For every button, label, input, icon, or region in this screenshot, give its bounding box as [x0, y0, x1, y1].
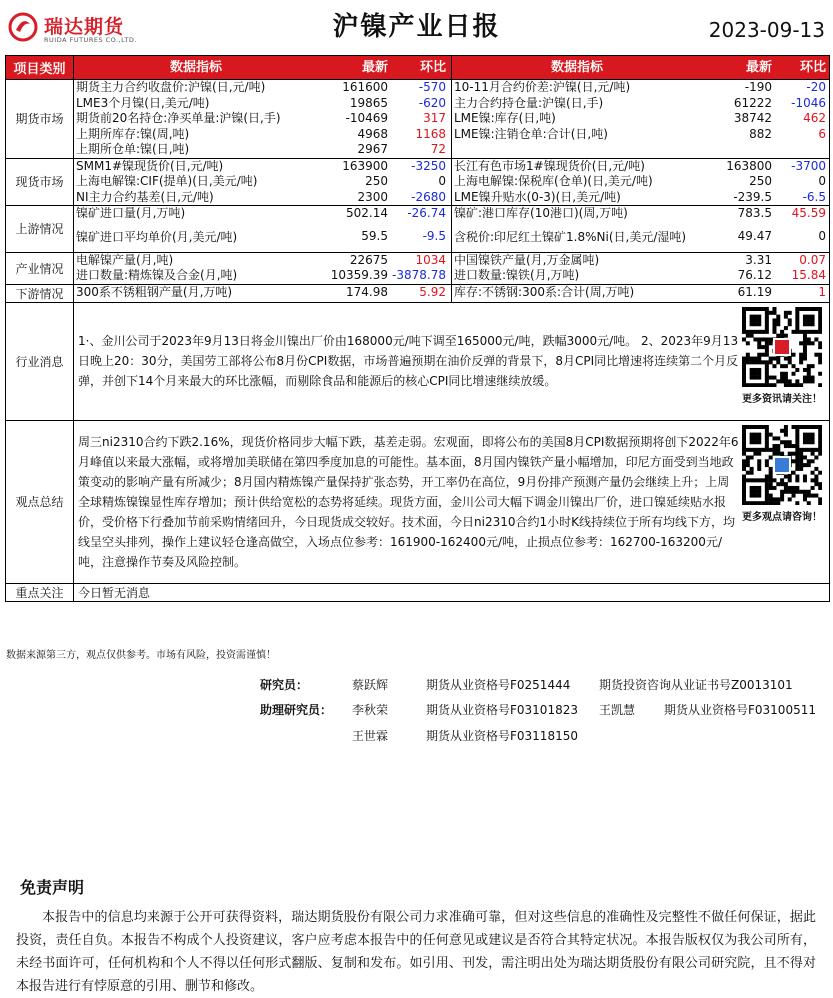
- indicator-value: 22675: [349, 252, 388, 267]
- section-right-group: [452, 158, 830, 206]
- indicator-value: 882: [749, 126, 772, 141]
- assistant-name: 王凯慧: [599, 703, 636, 717]
- section-row: [6, 206, 830, 253]
- table-row: [452, 268, 830, 284]
- section-right-group: [452, 206, 830, 253]
- daily-data-table: [5, 55, 830, 602]
- view-qr: [739, 425, 825, 523]
- disclaimer-text: 本报告中的信息均来源于公开可获得资料，瑞达期货股份有限公司力求准确可靠，但对这些信息的准确性及完整性不做任何保证，据此投资，责任自负。本报告不构成个人投资建议，客户应考虑本报告中的任何意见或建议是否符合其特定状况。本报告版权仅为我公司所有，未经书面许可，任何机构和个人不得以任何形式翻版、复制和发布。如引用、刊发，需注明出处为瑞达期货股份有限公司研究院，且不得对本报告进行有悖原意的引用、删节和修改。: [16, 910, 816, 994]
- table-row: [74, 268, 452, 284]
- indicator-change: 15.84: [791, 268, 826, 282]
- indicator-change: 1168: [415, 126, 446, 141]
- section-row: [6, 252, 830, 284]
- header-indicator: 数据指标: [169, 59, 222, 75]
- section-left-group: [74, 158, 452, 206]
- report-header: [0, 0, 833, 54]
- news-text: 1·、金川公司于2023年9月13日将金川镍出厂价由168000元/吨下调至165000元/吨，跌幅3000元/吨。 2、2023年9月13日晚上20：30分，美国劳工部将公布8月份CPI数据，市场普遍预期在油价反弹的背景下，8月CPI同比增速将连续第二个月反弹，并创下14个月来最大的环比涨幅，而剔除食品和能源后的核心CPI同比增速继续放缓。: [78, 334, 739, 388]
- logo-name-en: RUIDA FUTURES CO.,LTD.: [44, 36, 137, 44]
- indicator-change: 0: [818, 228, 826, 243]
- indicator-change: 462: [803, 111, 826, 125]
- report-date: 2023-09-13: [708, 18, 825, 42]
- indicator-name: 镍矿进口平均单价(月,美元/吨): [76, 229, 238, 244]
- indicator-value: 163800: [726, 158, 772, 173]
- news-row: [6, 302, 830, 420]
- table-row: [452, 111, 830, 127]
- logo-name-cn: 瑞达期货: [44, 16, 125, 38]
- table-row: [452, 80, 830, 96]
- indicator-name: LME镍:注销仓单:合计(日,吨): [454, 126, 608, 141]
- indicator-name: 300系不锈粗钢产量(月,万吨): [76, 284, 233, 299]
- header-category: 项目类别: [6, 56, 74, 80]
- indicator-name: 上海电解镍:保税库(仓单)(日,美元/吨): [454, 174, 653, 188]
- indicator-change: -20: [806, 80, 826, 94]
- focus-row: [6, 583, 830, 601]
- section-left-group: [74, 80, 452, 159]
- table-row: [74, 222, 452, 252]
- view-qr-caption: 更多观点请咨询！: [742, 511, 822, 523]
- table-row: [74, 80, 452, 96]
- indicator-change: 1034: [415, 252, 446, 267]
- assistant-cert: 期货从业资格号F03100511: [664, 703, 816, 717]
- header-latest-2: 最新: [745, 59, 772, 75]
- indicator-name: 镍矿进口量(月,万吨): [76, 206, 186, 220]
- indicator-change: 317: [423, 111, 446, 125]
- indicator-value: 163900: [342, 158, 388, 173]
- table-row: [74, 127, 452, 143]
- focus-text: 今日暂无消息: [74, 583, 830, 601]
- news-cell: [74, 302, 830, 420]
- table-row: [452, 206, 830, 222]
- indicator-value: 19865: [349, 95, 388, 110]
- indicator-value: 10359.39: [330, 268, 388, 282]
- researcher-name: 蔡跃辉: [352, 678, 389, 692]
- assistant-cert: 期货从业资格号F03101823: [426, 703, 578, 717]
- indicator-name: 电解镍产量(月,吨): [76, 252, 174, 267]
- indicator-change: -3250: [411, 158, 446, 173]
- section-row: [6, 158, 830, 206]
- indicator-name: 期货前20名持仓:净买单量:沪镍(日,手): [76, 111, 281, 125]
- indicator-name: SMM1#镍现货价(日,元/吨): [76, 158, 224, 173]
- indicator-name: 中国镍铁产量(月,万金属吨): [454, 252, 600, 267]
- indicator-value: 76.12: [737, 268, 772, 282]
- indicator-change: -1046: [791, 95, 826, 110]
- researcher-cert: 期货从业资格号F0251444: [426, 678, 571, 692]
- indicator-change: -6.5: [802, 189, 826, 204]
- assistant-label: 助理研究员：: [260, 703, 333, 717]
- section-category: 产业情况: [6, 252, 74, 284]
- indicator-name: 主力合约持仓量:沪镍(日,手): [454, 95, 604, 110]
- indicator-value: 783.5: [737, 206, 772, 220]
- indicator-value: 59.5: [361, 228, 388, 243]
- table-row: [74, 285, 452, 301]
- indicator-name: 镍矿:港口库存(10港口)(周,万吨): [454, 206, 628, 220]
- table-row: [452, 222, 830, 252]
- table-row: [74, 253, 452, 269]
- indicator-value: 174.98: [346, 284, 388, 299]
- news-qr-caption: 更多资讯请关注！: [742, 393, 822, 405]
- table-row: [74, 190, 452, 206]
- source-note: 数据来源第三方，观点仅供参考。市场有风险，投资需谨慎！: [6, 650, 276, 661]
- section-right-group: [452, 80, 830, 159]
- news-category: 行业消息: [6, 302, 74, 420]
- indicator-name: 10-11月合约价差:沪镍(日,元/吨): [454, 80, 631, 94]
- table-row: [452, 159, 830, 175]
- indicator-value: -190: [744, 80, 772, 94]
- indicator-name: LME镍升贴水(0-3)(日,美元/吨): [454, 189, 621, 204]
- focus-category: 重点关注: [6, 583, 74, 601]
- indicator-change: 0: [438, 174, 446, 188]
- indicator-change: 45.59: [791, 206, 826, 220]
- indicator-name: LME3个月镍(日,美元/吨): [76, 95, 210, 110]
- section-category: 上游情况: [6, 206, 74, 253]
- section-right-group: [452, 252, 830, 284]
- table-row: [74, 111, 452, 127]
- table-row: [74, 206, 452, 222]
- qr-code-icon: [742, 425, 822, 505]
- indicator-value: 502.14: [346, 206, 388, 220]
- header-change-2: 环比: [799, 59, 826, 75]
- table-row: [452, 96, 830, 112]
- indicator-value: 2300: [357, 189, 388, 204]
- indicator-change: -9.5: [422, 228, 446, 243]
- header-right-group: [452, 56, 830, 80]
- indicator-change: 6: [818, 126, 826, 141]
- indicator-value: 3.31: [745, 252, 772, 267]
- table-row: [452, 127, 830, 143]
- indicator-name: 上期所库存:镍(周,吨): [76, 126, 190, 141]
- indicator-value: -239.5: [733, 189, 772, 204]
- table-row: [74, 174, 452, 190]
- indicator-change: -2680: [411, 189, 446, 204]
- indicator-name: 上期所仓单:镍(日,吨): [76, 142, 190, 156]
- section-category: 现货市场: [6, 158, 74, 206]
- header-indicator-2: 数据指标: [550, 59, 603, 75]
- indicator-name: 长江有色市场1#镍现货价(日,元/吨): [454, 158, 645, 173]
- assistant-name: 王世霖: [352, 729, 389, 743]
- news-qr: [739, 307, 825, 405]
- indicator-name: NI主力合约基差(日,元/吨): [76, 189, 214, 204]
- table-row: [74, 142, 452, 158]
- section-row: [6, 284, 830, 302]
- researcher-label: 研究员：: [260, 678, 309, 692]
- table-row: [74, 159, 452, 175]
- indicator-value: 49.47: [737, 228, 772, 243]
- section-right-group: [452, 284, 830, 302]
- header-left-group: [74, 56, 452, 80]
- section-left-group: [74, 252, 452, 284]
- indicator-value: 250: [749, 174, 772, 188]
- assistant-cert: 期货从业资格号F03118150: [426, 729, 578, 743]
- view-cell: [74, 420, 830, 583]
- table-row: [452, 285, 830, 301]
- report-title: 沪镍产业日报: [332, 12, 501, 42]
- indicator-value: -10469: [345, 111, 388, 125]
- header-change: 环比: [419, 59, 446, 75]
- view-category: 观点总结: [6, 420, 74, 583]
- researcher-cert-2: 期货投资咨询从业证书号Z0013101: [599, 678, 793, 692]
- header-latest: 最新: [361, 59, 388, 75]
- indicator-change: 0: [818, 174, 826, 188]
- section-left-group: [74, 284, 452, 302]
- indicator-change: -620: [418, 95, 446, 110]
- qr-code-icon: [742, 307, 822, 387]
- indicator-value: 61.19: [737, 284, 772, 299]
- indicator-change: 5.92: [419, 284, 446, 299]
- indicator-name: 上海电解镍:CIF(提单)(日,美元/吨): [76, 174, 258, 188]
- indicator-change: -3700: [791, 158, 826, 173]
- table-row: [74, 96, 452, 112]
- table-row: [452, 174, 830, 190]
- indicator-value: 250: [365, 174, 388, 188]
- indicator-name: 进口数量:精炼镍及合金(月,吨): [76, 268, 238, 282]
- indicator-name: 库存:不锈钢:300系:合计(周,万吨): [454, 284, 635, 299]
- section-category: 下游情况: [6, 284, 74, 302]
- disclaimer-title: 免责声明: [20, 878, 85, 897]
- indicator-name: 含税价:印尼红土镍矿1.8%Ni(日,美元/湿吨): [454, 229, 687, 244]
- section-left-group: [74, 206, 452, 253]
- indicator-name: 进口数量:镍铁(月,万吨): [454, 268, 580, 282]
- indicator-change: 0.07: [799, 252, 826, 267]
- indicator-change: 1: [818, 284, 826, 299]
- indicator-value: 38742: [733, 111, 772, 125]
- view-text: 周三ni2310合约下跌2.16%，现货价格同步大幅下跌，基差走弱。宏观面，即将公布的美国8月CPI数据预期将创下2022年6月峰值以来最大涨幅，或将增加美联储在第四季度加息的可能性。基本面，8月国内镍铁产量小幅增加，印尼方面受到当地政策变动的影响产量有所减少；8月国内精炼镍产量保持扩张态势，开工率仍在高位，9月份排产预测产量仍会继续上升；上周全球精炼镍镍显性库存增加；预计供给宽松的态势将延续。现货方面，金川公司大幅下调金川镍出厂价，进口镍延续贴水报价，受价格下行叠加节前采购情绪回升，今日现货成交较好。技术面，今日ni2310合约1小时K线持续位于所有均线下方，均线呈空头排列，操作上建议轻仓逢高做空，入场点位参考：161900-162400元/吨，止损点位参考：162700-163200元/吨，注意操作节奏及风险控制。: [78, 434, 739, 569]
- table-row: [452, 190, 830, 206]
- view-row: [6, 420, 830, 583]
- table-row: [452, 253, 830, 269]
- indicator-value: 61222: [733, 95, 772, 110]
- assistant-name: 李秋荣: [352, 703, 389, 717]
- indicator-change: -3878.78: [392, 268, 446, 282]
- section-row: [6, 80, 830, 159]
- indicator-name: 期货主力合约收盘价:沪镍(日,元/吨): [76, 80, 266, 94]
- indicator-value: 161600: [342, 80, 388, 94]
- table-header-row: [6, 56, 830, 80]
- section-category: 期货市场: [6, 80, 74, 159]
- indicator-change: 72: [430, 142, 446, 156]
- indicator-change: -570: [418, 80, 446, 94]
- indicator-change: -26.74: [407, 206, 446, 220]
- indicator-value: 4968: [357, 126, 388, 141]
- indicator-value: 2967: [357, 142, 388, 156]
- indicator-name: LME镍:库存(日,吨): [454, 111, 556, 125]
